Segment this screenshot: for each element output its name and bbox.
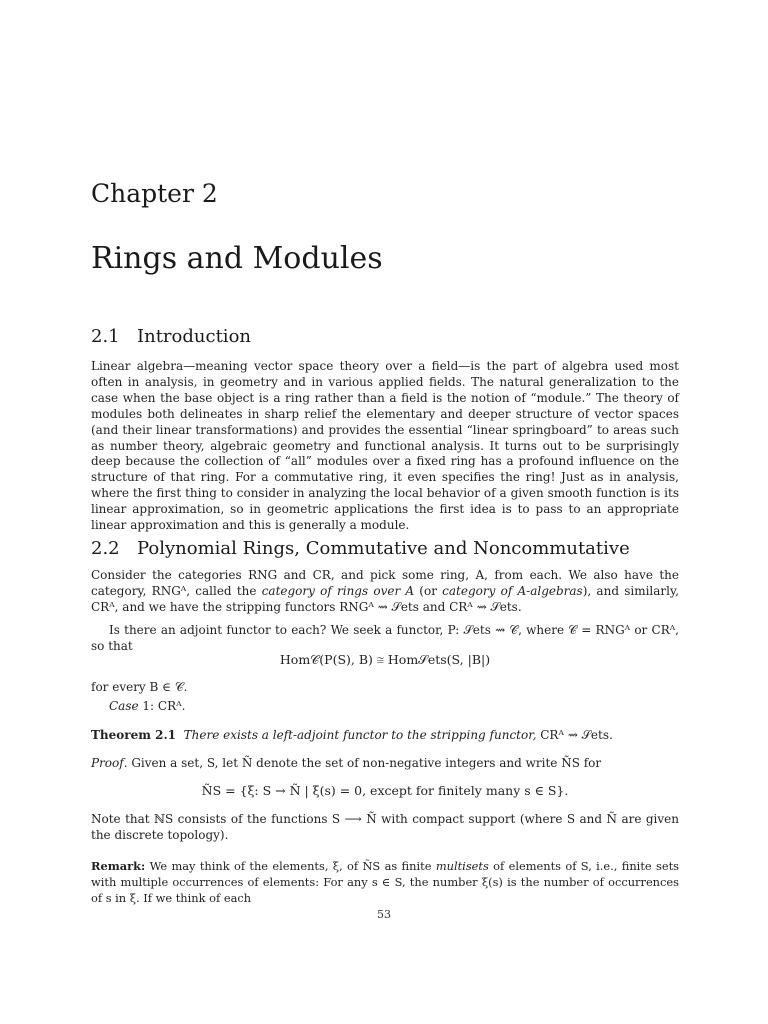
polynomial-paragraph	[91, 568, 679, 616]
for-every-line: for every B ∈ 𝒞.	[91, 680, 188, 694]
section-heading-introduction	[91, 325, 679, 349]
case-text: 1: CRᴬ.	[138, 699, 186, 713]
adjoint-question: Is there an adjoint functor to each? We seek a functor, P: 𝒮ets ⇝ 𝒞, where 𝒞 = RNGᴬ or CRᴬ, so that	[91, 623, 679, 653]
multiset-equation: ÑS = {ξ: S → Ñ | ξ(s) = 0, except for finitely many s ∈ S}.	[201, 783, 569, 798]
section-title: Introduction	[137, 326, 251, 347]
italic-term: category of rings over A	[261, 583, 415, 598]
theorem-tail: CRᴬ ⇝ 𝒮ets.	[536, 728, 613, 742]
remark-paragraph	[91, 858, 679, 906]
theorem-label: Theorem 2.1	[91, 728, 177, 742]
page-number: 53	[377, 908, 391, 921]
section-number: 2.1	[91, 326, 120, 347]
text-fragment: ), and similarly, CRᴬ, and we have the stripping functors RNGᴬ ⇝ 𝒮ets and CRᴬ ⇝ 𝒮ets.	[91, 583, 679, 614]
chapter-label: Chapter 2	[91, 179, 218, 208]
proof-text: . Given a set, S, let Ñ denote the set of non-negative integers and write ÑS for	[123, 756, 602, 770]
case-line	[91, 699, 679, 715]
note-paragraph: Note that ℕS consists of the functions S ⟶ Ñ with compact support (where S and Ñ are given the discrete topology).	[91, 812, 679, 842]
italic-term: category of A-algebras	[442, 583, 583, 598]
remark-label: Remark:	[91, 859, 146, 873]
theorem-text: There exists a left-adjoint functor to the stripping functor,	[183, 728, 537, 742]
case-label: Case	[109, 699, 139, 713]
section-number: 2.2	[91, 538, 120, 559]
hom-equation: Hom𝒞(P(S), B) ≅ Hom𝒮ets(S, |B|)	[279, 652, 491, 667]
introduction-paragraph: Linear algebra—meaning vector space theory over a field—is the part of algebra used most often in analysis, in geometry and in various applied fields. The natural generalization to the case when the base object is a ring rather than a field is the notion of “module.” The theory of modules both delineates in sharp relief the elementary and deeper structure of vector spaces (and their linear transformations) and provides the essential “linear springboard” to areas such as number theory, algebraic geometry and functional analysis. It turns out to be surprisingly deep because the collection of “all” modules over a fixed ring has a profound influence on the structure of that ring. For a commutative ring, it even specifies the ring! Just as in analysis, where the first thing to consider in analyzing the local behavior of a given smooth function is its linear approximation, so in geometric applications the first idea is to pass to an appropriate linear approximation and this is generally a module.	[91, 359, 679, 533]
text-fragment: Consider the categories RNG and CR, and pick some ring, A, from each. We also have the category, RNGᴬ, called the	[91, 568, 679, 598]
remark-text: of elements of S, i.e., finite sets with multiple occurrences of elements: For any s ∈ S, the number ξ(s) is the number of occurrences of s in ξ. If we think of each	[91, 859, 679, 905]
section-title: Polynomial Rings, Commutative and Noncommutative	[137, 538, 630, 559]
section-heading-polynomial-rings	[91, 537, 679, 561]
remark-text: We may think of the elements, ξ, of ÑS as finite	[145, 859, 436, 873]
proof-label: Proof	[91, 756, 124, 770]
chapter-title: Rings and Modules	[91, 241, 383, 276]
italic-term: multisets	[435, 859, 489, 873]
text-fragment: (or	[414, 583, 443, 598]
theorem-statement	[91, 728, 679, 744]
proof-start	[91, 756, 679, 772]
